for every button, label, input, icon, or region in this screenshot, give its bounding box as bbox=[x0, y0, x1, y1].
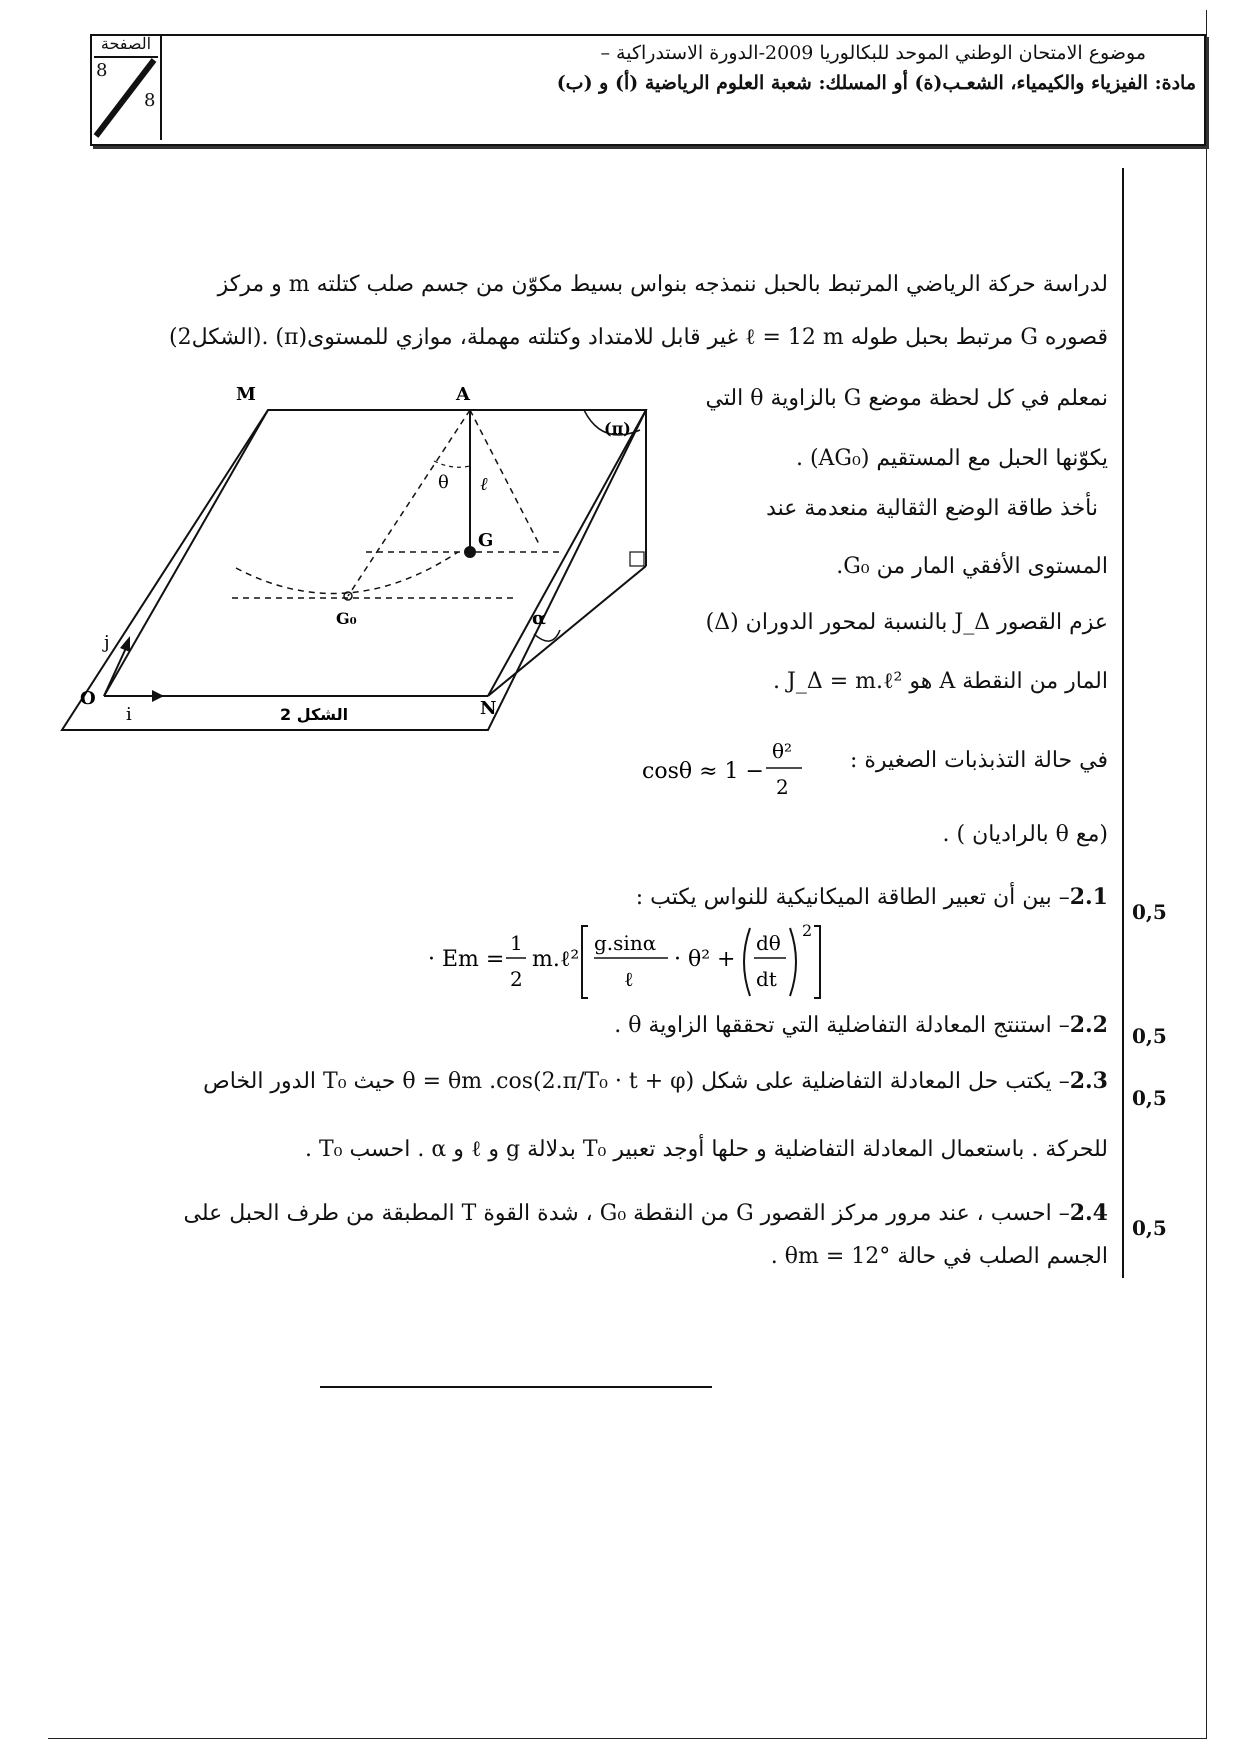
question-2-3-num: 2.3 bbox=[1069, 1068, 1108, 1094]
svg-text:g.sinα: g.sinα bbox=[594, 931, 657, 955]
question-2-1: 2.1– بين أن تعبير الطاقة الميكانيكية للنواس يكتب : bbox=[635, 884, 1108, 910]
header-line1: موضوع الامتحان الوطني الموحد للبكالوريا 2009-الدورة الاستدراكية – bbox=[600, 42, 1146, 64]
margin-rule bbox=[1122, 168, 1124, 1278]
side-s6: المار من النقطة A هو J_Δ = m.ℓ² . bbox=[773, 669, 1108, 694]
fig-i: i bbox=[126, 704, 132, 725]
end-separator bbox=[320, 1386, 712, 1388]
fig-alpha: α bbox=[532, 608, 546, 629]
question-2-2: 2.2– استنتج المعادلة التفاضلية التي تحققها الزاوية θ . bbox=[614, 1012, 1108, 1038]
score-q4: 0,5 bbox=[1132, 1216, 1167, 1240]
figure-2 bbox=[80, 384, 666, 726]
page-divider-icon bbox=[92, 56, 160, 140]
question-2-2-num: 2.2 bbox=[1069, 1012, 1108, 1038]
question-2-1-text: بين أن تعبير الطاقة الميكانيكية للنواس يكتب : bbox=[635, 885, 1052, 910]
svg-text:2: 2 bbox=[776, 775, 789, 799]
question-2-3: 2.3– يكتب حل المعادلة التفاضلية على شكل θ = θm .cos(2.π/T₀ · t + φ) حيث T₀ الدور الخاص bbox=[203, 1068, 1108, 1094]
page-current: 8 bbox=[96, 60, 108, 81]
fig-G0: G₀ bbox=[336, 609, 357, 628]
fig-A: A bbox=[456, 384, 470, 405]
svg-text:dt: dt bbox=[756, 967, 777, 991]
side-s3: نأخذ طاقة الوضع الثقالية منعدمة عند bbox=[766, 496, 1098, 521]
question-2-4: 2.4– احسب ، عند مرور مركز القصور G من النقطة G₀ ، شدة القوة T المطبقة من طرف الحبل على bbox=[183, 1200, 1108, 1226]
svg-text:θ²: θ² bbox=[772, 739, 793, 763]
question-2-4-num: 2.4 bbox=[1069, 1200, 1108, 1226]
page-total: 8 bbox=[144, 90, 156, 111]
fig-pi: (π) bbox=[604, 419, 631, 438]
svg-text:2: 2 bbox=[510, 967, 523, 991]
question-2-1-num: 2.1 bbox=[1069, 884, 1108, 910]
question-2-3-text2: للحركة . باستعمال المعادلة التفاضلية و حلها أوجد تعبير T₀ بدلالة g و ℓ و α . احسب T₀ . bbox=[304, 1137, 1108, 1162]
svg-text:· θ² +: · θ² + bbox=[674, 947, 736, 972]
fig-caption: الشكل 2 bbox=[280, 705, 349, 724]
question-2-1-formula bbox=[428, 914, 868, 1008]
side-s8: (مع θ بالراديان ) . bbox=[942, 822, 1108, 847]
svg-text:· Em =: · Em = bbox=[428, 947, 505, 972]
question-2-2-text: استنتج المعادلة التفاضلية التي تحققها الزاوية θ . bbox=[614, 1013, 1052, 1038]
svg-text:m.ℓ²: m.ℓ² bbox=[532, 947, 580, 972]
fig-O: O bbox=[80, 688, 96, 709]
svg-text:2: 2 bbox=[802, 921, 813, 940]
page-frame bbox=[48, 10, 1207, 1739]
svg-text:cosθ ≈ 1 −: cosθ ≈ 1 − bbox=[642, 759, 764, 784]
fig-j: j bbox=[104, 632, 110, 653]
side-s7-formula bbox=[640, 734, 840, 810]
header-line2: مادة: الفيزياء والكيمياء، الشعـب(ة) أو المسلك: شعبة العلوم الرياضية (أ) و (ب) bbox=[556, 72, 1196, 94]
svg-text:ℓ: ℓ bbox=[624, 967, 634, 991]
score-q2: 0,5 bbox=[1132, 1024, 1167, 1048]
side-s1: نمعلم في كل لحظة موضع G بالزاوية θ التي bbox=[705, 386, 1108, 411]
side-s5: عزم القصور J_Δ بالنسبة لمحور الدوران (Δ) bbox=[705, 610, 1108, 635]
question-2-4-text2: الجسم الصلب في حالة θm = 12° . bbox=[770, 1244, 1108, 1269]
page-label: الصفحة bbox=[94, 34, 158, 58]
fig-ell: ℓ bbox=[480, 474, 488, 495]
score-q1: 0,5 bbox=[1132, 900, 1167, 924]
svg-text:dθ: dθ bbox=[756, 931, 781, 955]
side-s4: المستوى الأفقي المار من G₀. bbox=[836, 554, 1108, 579]
score-q3: 0,5 bbox=[1132, 1086, 1167, 1110]
intro-p2: قصوره G مرتبط بحبل طوله ℓ = 12 m غير قابل للامتداد وكتلته مهملة، موازي للمستوى(π) .(الشكل2) bbox=[169, 325, 1108, 350]
fig-M: M bbox=[236, 384, 256, 405]
question-2-3-text: يكتب حل المعادلة التفاضلية على شكل θ = θm .cos(2.π/T₀ · t + φ) حيث T₀ الدور الخاص bbox=[203, 1069, 1052, 1094]
fig-N: N bbox=[480, 698, 497, 719]
side-s2: يكوّنها الحبل مع المستقيم (AG₀) . bbox=[795, 446, 1108, 471]
intro-p1: لدراسة حركة الرياضي المرتبط بالحبل ننمذجه بنواس بسيط مكوّن من جسم صلب كتلته m و مركز bbox=[217, 272, 1108, 297]
side-s7: في حالة التذبذبات الصغيرة : bbox=[849, 748, 1108, 773]
question-2-4-text: احسب ، عند مرور مركز القصور G من النقطة G₀ ، شدة القوة T المطبقة من طرف الحبل على bbox=[183, 1201, 1052, 1226]
svg-text:1: 1 bbox=[510, 931, 523, 955]
fig-G: G bbox=[478, 530, 494, 551]
fig-theta: θ bbox=[438, 472, 449, 493]
page-box-divider bbox=[160, 34, 162, 140]
